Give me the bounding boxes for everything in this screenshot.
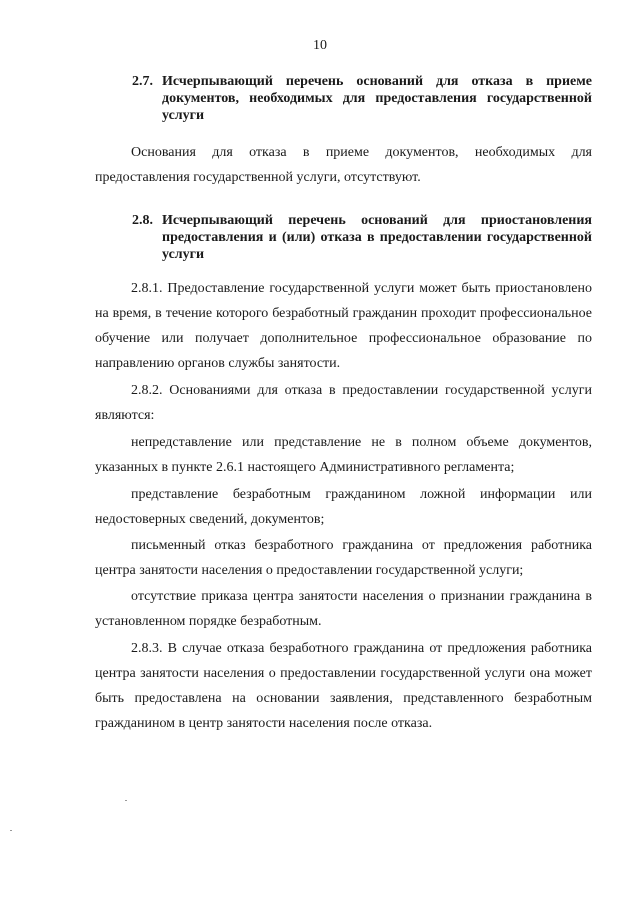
section-2-7-number: 2.7. bbox=[132, 74, 153, 89]
list-item-3: письменный отказ безработного гражданина от предложения работника центра занятости населения о предоставлении государственной услуги; bbox=[95, 538, 592, 578]
section-2-7-heading bbox=[132, 73, 592, 124]
section-2-8-number: 2.8. bbox=[132, 213, 153, 228]
paragraph-2-8-2: 2.8.2. Основаниями для отказа в предоставлении государственной услуги являются: bbox=[95, 383, 592, 423]
list-item-4: отсутствие приказа центра занятости населения о признании гражданина в установленном порядке безработным. bbox=[95, 589, 592, 629]
page-number: 10 bbox=[313, 38, 327, 53]
paragraph-2-8-3: 2.8.3. В случае отказа безработного гражданина от предложения работника центра занятости населения о предоставлении государственной услуги она может быть предоставлена на основании заявления, представленного безработным гражданином в центр занятости населения после отказа. bbox=[95, 641, 592, 731]
scan-speck bbox=[10, 830, 12, 831]
scan-speck bbox=[125, 800, 127, 801]
section-2-8-title: Исчерпывающий перечень оснований для приостановления предоставления и (или) отказа в предоставлении государственной услуги bbox=[162, 213, 592, 262]
paragraph-2-8-1: 2.8.1. Предоставление государственной услуги может быть приостановлено на время, в течение которого безработный гражданин проходит профессиональное обучение или получает дополнительное профессиональное образование по направлению органов службы занятости. bbox=[95, 281, 592, 371]
list-item-1: непредставление или представление не в полном объеме документов, указанных в пункте 2.6.1 настоящего Административного регламента; bbox=[95, 435, 592, 475]
list-item-2: представление безработным гражданином ложной информации или недостоверных сведений, документов; bbox=[95, 487, 592, 527]
section-2-7-paragraph: Основания для отказа в приеме документов, необходимых для предоставления государственной услуги, отсутствуют. bbox=[95, 145, 592, 185]
section-2-7-title: Исчерпывающий перечень оснований для отказа в приеме документов, необходимых для предоставления государственной услуги bbox=[162, 74, 592, 123]
section-2-8-heading bbox=[132, 212, 592, 263]
